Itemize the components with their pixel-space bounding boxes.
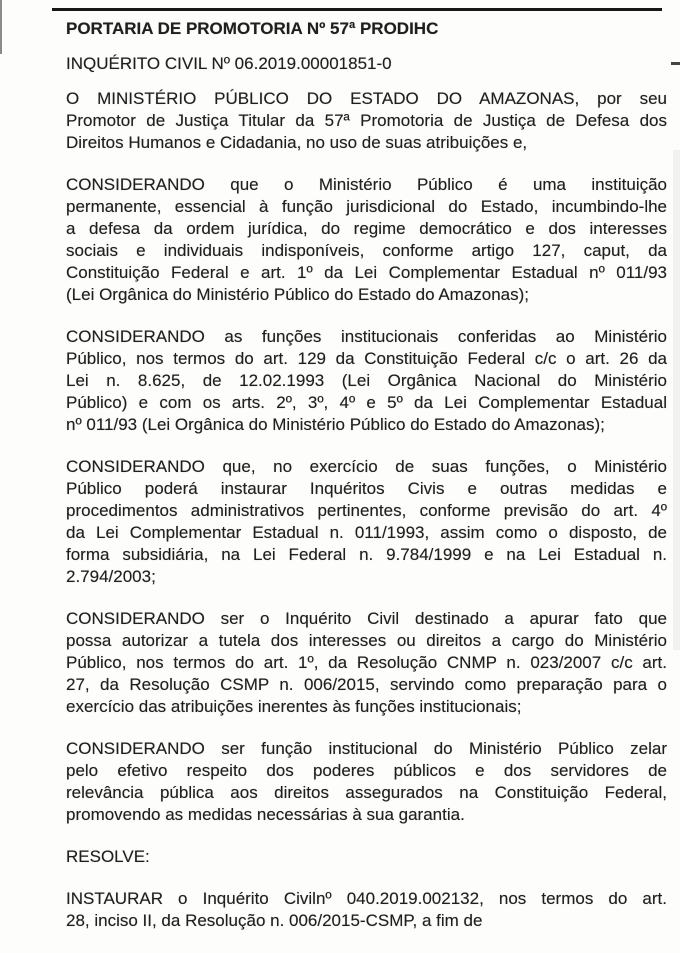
text-line: Público, nos termos do art. 129 da Constituição Federal c/c o art. 26 da xyxy=(66,349,667,368)
text-line: Direitos Humanos e Cidadania, no uso de suas atribuições e, xyxy=(66,133,528,152)
paragraph-considerando-1 xyxy=(66,174,667,306)
text-line: CONSIDERANDO que o Ministério Público é uma instituição xyxy=(66,175,667,194)
text-line: CONSIDERANDO ser função institucional do Ministério Público zelar xyxy=(66,739,667,758)
paragraph-instaurar xyxy=(66,888,667,932)
text-line: 2.794/2003; xyxy=(66,567,156,586)
case-number: INQUÉRITO CIVIL Nº 06.2019.00001851-0 xyxy=(66,54,392,73)
text-line: nº 011/93 (Lei Orgânica do Ministério Público do Estado do Amazonas); xyxy=(66,415,605,434)
document-body xyxy=(66,18,667,952)
paragraph-preamble xyxy=(66,88,667,154)
text-line: 27, da Resolução CSMP n. 006/2015, servindo como preparação para o xyxy=(66,675,667,694)
text-line: Lei n. 8.625, de 12.02.1993 (Lei Orgânica Nacional do Ministério xyxy=(66,371,667,390)
text-line: relevância pública aos direitos assegurados na Constituição Federal, xyxy=(66,783,667,802)
scan-artifact-right-band xyxy=(673,150,680,650)
document-title: PORTARIA DE PROMOTORIA Nº 57ª PRODIHC xyxy=(66,19,439,38)
paragraph-considerando-5 xyxy=(66,738,667,826)
text-line: Constituição Federal e art. 1º da Lei Complementar Estadual nº 011/93 xyxy=(66,263,667,282)
text-line: CONSIDERANDO as funções institucionais conferidas ao Ministério xyxy=(66,327,667,346)
paragraph-resolve xyxy=(66,846,667,868)
text-line: da Lei Complementar Estadual n. 011/1993, assim como o disposto, de xyxy=(66,523,667,542)
text-line: 28, inciso II, da Resolução n. 006/2015-CSMP, a fim de xyxy=(66,911,483,930)
text-line: promovendo as medidas necessárias à sua garantia. xyxy=(66,805,465,824)
text-line: CONSIDERANDO que, no exercício de suas funções, o Ministério xyxy=(66,457,667,476)
text-line: Público) e com os arts. 2º, 3º, 4º e 5º da Lei Complementar Estadual xyxy=(66,393,667,412)
text-line: sociais e individuais indisponíveis, conforme artigo 127, caput, da xyxy=(66,241,667,260)
text-line: (Lei Orgânica do Ministério Público do Estado do Amazonas); xyxy=(66,285,530,304)
text-line: O MINISTÉRIO PÚBLICO DO ESTADO DO AMAZONAS, por seu xyxy=(66,89,667,108)
text-line: INSTAURAR o Inquérito Civilnº 040.2019.002132, nos termos do art. xyxy=(66,889,667,908)
text-line: procedimentos administrativos pertinentes, conforme previsão do art. 4º xyxy=(66,501,667,520)
scan-artifact-dash xyxy=(671,62,680,65)
text-line: RESOLVE: xyxy=(66,847,150,866)
paragraph-considerando-2 xyxy=(66,326,667,436)
text-line: forma subsidiária, na Lei Federal n. 9.784/1999 e na Lei Estadual n. xyxy=(66,545,667,564)
top-rule-divider xyxy=(52,8,662,11)
paragraph-considerando-4 xyxy=(66,608,667,718)
text-line: a defesa da ordem jurídica, do regime democrático e dos interesses xyxy=(66,219,667,238)
text-line: exercício das atribuições inerentes às funções institucionais; xyxy=(66,697,522,716)
text-line: pelo efetivo respeito dos poderes públicos e dos servidores de xyxy=(66,761,667,780)
text-line: Público, nos termos do art. 1º, da Resolução CNMP n. 023/2007 c/c art. xyxy=(66,653,667,672)
text-line: Promotor de Justiça Titular da 57ª Promotoria de Justiça de Defesa dos xyxy=(66,111,667,130)
scan-artifact-left-edge xyxy=(0,0,2,54)
text-line: Público poderá instaurar Inquéritos Civis e outras medidas e xyxy=(66,479,667,498)
text-line: permanente, essencial à função jurisdicional do Estado, incumbindo-lhe xyxy=(66,197,667,216)
text-line: possa autorizar a tutela dos interesses ou direitos a cargo do Ministério xyxy=(66,631,667,650)
paragraph-considerando-3 xyxy=(66,456,667,588)
text-line: CONSIDERANDO ser o Inquérito Civil destinado a apurar fato que xyxy=(66,609,667,628)
